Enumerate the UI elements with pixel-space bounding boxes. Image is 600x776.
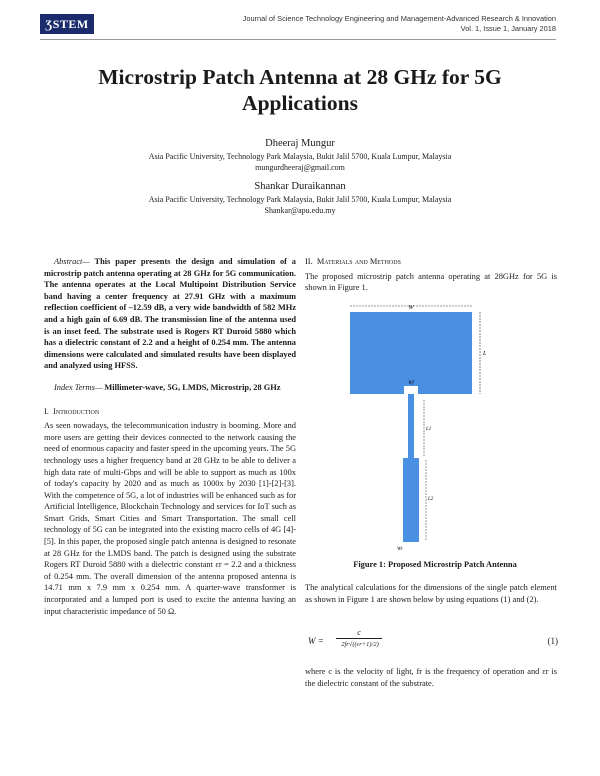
equation-1	[308, 628, 558, 656]
equation-lhs: W =	[308, 636, 324, 646]
label-lf: L2	[428, 497, 434, 502]
intro-paragraph: As seen nowadays, the telecommunication industry is booming. More and more users are getting their devices connected to the network causing the need of enormous capacity and faster speed in the upcoming years. The 5G technology uses a higher frequency band at 28 GHz to be able to deliver a high data rate of multi-Gbps and will be able to support as much as 100x of today's capacity by 2020 and as much as 1000x by 2030 [1]-[2]-[3]. With the competence of 5G, a lot of industries will be enhanced such as for Artificial Intelligence, Blockchain Technology and services for IoT such as Smart Grids, Smart Cities and Smart Transportation. The small cell technology of 5G can be integrated into the existing macro cells of 4G [4]-[5]. In this paper, the proposed single patch antenna is designed to resonate at 28 GHz for the LMDS band. The patch is designed using the substrate Rogers RT Duroid 5880 with a dielectric constant εr = 2.2 and a thickness of 0.254 mm. The overall dimension of the antenna proposed antenna is 14.71 mm x 7.9 mm x 0.254 mm. A quarter-wave transformer is incorporated and a lumped port is used to excite the antenna having an input characteristic impedance of 50 Ω.	[44, 421, 296, 616]
header-rule	[40, 39, 556, 40]
right-column	[305, 256, 557, 294]
feed-line	[403, 458, 419, 542]
journal-logo: ƷSTEM	[40, 14, 94, 34]
antenna-diagram	[340, 300, 500, 555]
author-name: Shankar Duraikannan	[254, 181, 346, 192]
journal-issue: Vol. 1, Issue 1, January 2018	[460, 24, 556, 33]
author-email: Shankar@apu.edu.my	[264, 206, 336, 215]
journal-name: Journal of Science Technology Engineering and Management-Advanced Research & Innovation	[242, 14, 556, 23]
index-terms	[44, 382, 296, 394]
equation-number: (1)	[547, 636, 558, 646]
inset-notch	[404, 386, 418, 394]
where-paragraph: where c is the velocity of light, fr is the frequency of operation and εr is the dielectric constant of the substrate.	[305, 667, 557, 688]
equation-numerator: c	[336, 628, 382, 639]
abstract-text: This paper presents the design and simulation of a microstrip patch antenna operating at 28 GHz for 5G communication. The antenna operates at the Local Multipoint Distribution Service band having a center frequency at 27.91 GHz with a maximum reflection coefficient of –12.59 dB, a very wide bandwidth of 582 MHz and a high gain of 6.69 dB. The transmission line of the antenna used is an inset feed. The substrate used is Rogers RT Duroid 5880 which has a dielectric constant of 2.2 and a height of 0.254 mm. The antenna dimensions were calculated and simulated results have been displayed and analyzed using HFSS.	[44, 257, 296, 371]
equation-denominator: 2fr√((εr+1)/2)	[341, 641, 379, 648]
abstract-label: Abstract—	[54, 257, 90, 266]
label-w: W	[408, 305, 414, 311]
index-label: Index Terms—	[54, 382, 103, 392]
title-line-1: Microstrip Patch Antenna at 28 GHz for 5G	[98, 65, 502, 89]
section-number: II.	[305, 257, 313, 266]
antenna-figure	[340, 300, 500, 555]
author-name: Dheeraj Mungur	[265, 138, 335, 149]
label-lt: L1	[426, 427, 432, 432]
journal-info	[243, 14, 556, 34]
author-email: mungurdheeraj@gmail.com	[255, 163, 345, 172]
title-line-2: Applications	[242, 91, 358, 115]
section-title: Introduction	[53, 406, 100, 416]
author-affiliation: Asia Pacific University, Technology Park Malaysia, Bukit Jalil 5700, Kuala Lumpur, Malaysia	[148, 195, 452, 204]
section-title: Materials and Methods	[316, 257, 401, 266]
index-text: Millimeter-wave, 5G, LMDS, Microstrip, 28 GHz	[102, 382, 281, 392]
label-wf: Wt	[397, 547, 403, 552]
figure-caption: Figure 1: Proposed Microstrip Patch Antenna	[353, 560, 517, 569]
abstract	[44, 256, 296, 372]
paper-title	[40, 64, 560, 116]
analysis-paragraph: The analytical calculations for the dimensions of the single patch element as shown in Figure 1 are shown below by using equations (1) and (2).	[305, 583, 557, 604]
author-affiliation: Asia Pacific University, Technology Park Malaysia, Bukit Jalil 5700, Kuala Lumpur, Malaysia	[148, 152, 452, 161]
label-l: L	[483, 351, 487, 357]
section-heading	[305, 256, 557, 268]
left-column	[44, 256, 296, 617]
methods-paragraph: The proposed microstrip patch antenna operating at 28GHz for 5G is shown in Figure 1.	[305, 271, 557, 293]
quarter-wave-transformer	[408, 394, 414, 458]
section-heading	[44, 406, 296, 418]
label-wt: Wf	[408, 381, 414, 386]
section-number: I.	[44, 406, 49, 416]
